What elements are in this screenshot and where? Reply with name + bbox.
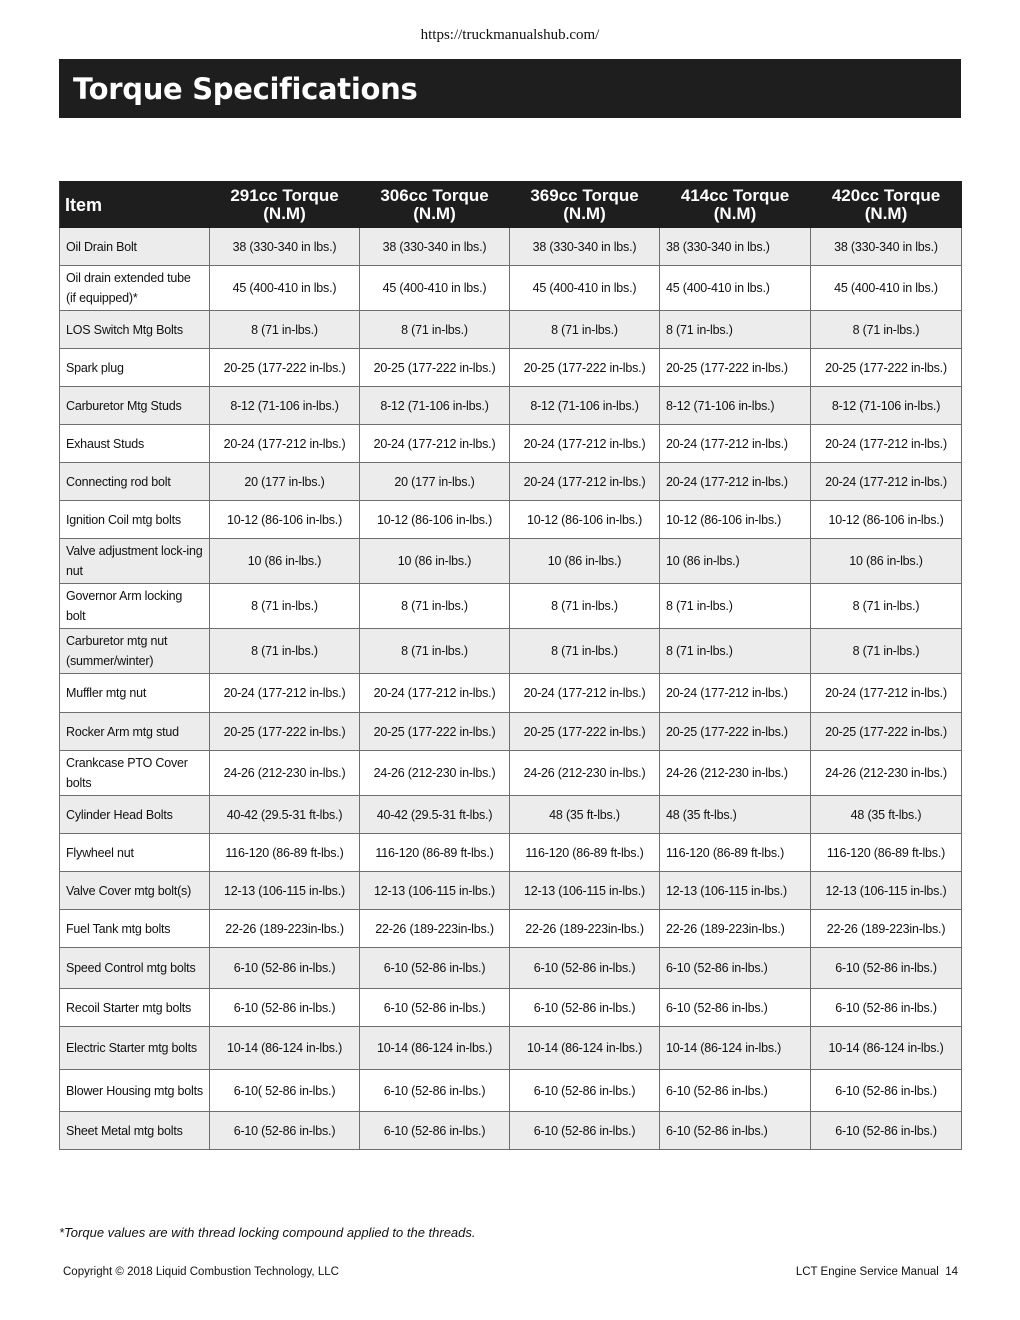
torque-value-291cc: 6-10 (52-86 in-lbs.) [210,1112,360,1150]
torque-value-420cc: 6-10 (52-86 in-lbs.) [811,1070,962,1112]
torque-value-291cc: 12-13 (106-115 in-lbs.) [210,872,360,910]
table-row [60,463,962,501]
torque-value-414cc: 10-12 (86-106 in-lbs.) [660,501,811,539]
torque-value-420cc: 20-25 (177-222 in-lbs.) [811,349,962,387]
torque-value-414cc: 20-25 (177-222 in-lbs.) [660,349,811,387]
torque-value-291cc: 6-10 (52-86 in-lbs.) [210,948,360,989]
source-url: https://truckmanualshub.com/ [420,27,600,43]
torque-value-291cc: 6-10( 52-86 in-lbs.) [210,1070,360,1112]
table-body [60,228,962,1150]
torque-value-369cc: 48 (35 ft-lbs.) [510,796,660,834]
table-row [60,311,962,349]
torque-value-420cc: 22-26 (189-223in-lbs.) [811,910,962,948]
torque-value-420cc: 10-14 (86-124 in-lbs.) [811,1027,962,1070]
torque-value-291cc: 20-25 (177-222 in-lbs.) [210,713,360,751]
header-row [60,182,962,228]
table-row [60,228,962,266]
manual-page-label: LCT Engine Service Manual 14 [795,1266,958,1278]
torque-value-420cc: 6-10 (52-86 in-lbs.) [811,989,962,1027]
row-item-name: Cylinder Head Bolts [60,796,210,834]
torque-value-369cc: 10-14 (86-124 in-lbs.) [510,1027,660,1070]
torque-value-369cc: 8 (71 in-lbs.) [510,584,660,629]
header-unit: (N.M) [713,203,757,223]
torque-value-414cc: 45 (400-410 in lbs.) [660,266,811,311]
row-item-name: Electric Starter mtg bolts [60,1027,210,1070]
torque-value-420cc: 20-25 (177-222 in-lbs.) [811,713,962,751]
torque-value-291cc: 22-26 (189-223in-lbs.) [210,910,360,948]
torque-value-306cc: 8 (71 in-lbs.) [360,584,510,629]
torque-value-291cc: 10-14 (86-124 in-lbs.) [210,1027,360,1070]
torque-value-291cc: 6-10 (52-86 in-lbs.) [210,989,360,1027]
torque-value-369cc: 20-24 (177-212 in-lbs.) [510,463,660,501]
torque-value-414cc: 22-26 (189-223in-lbs.) [660,910,811,948]
torque-value-369cc: 6-10 (52-86 in-lbs.) [510,948,660,989]
table-row [60,539,962,584]
row-item-name: Governor Arm locking bolt [60,584,210,629]
torque-value-420cc: 12-13 (106-115 in-lbs.) [811,872,962,910]
row-item-name: Recoil Starter mtg bolts [60,989,210,1027]
header-unit: (N.M) [413,203,456,223]
table-row [60,989,962,1027]
torque-value-291cc: 20-25 (177-222 in-lbs.) [210,349,360,387]
row-item-name: Sheet Metal mtg bolts [60,1112,210,1150]
torque-value-414cc: 6-10 (52-86 in-lbs.) [660,948,811,989]
row-item-name: Oil Drain Bolt [60,228,210,266]
torque-value-306cc: 6-10 (52-86 in-lbs.) [360,948,510,989]
torque-value-306cc: 22-26 (189-223in-lbs.) [360,910,510,948]
torque-value-369cc: 8 (71 in-lbs.) [510,629,660,674]
torque-value-369cc: 8 (71 in-lbs.) [510,311,660,349]
torque-value-414cc: 48 (35 ft-lbs.) [660,796,811,834]
row-item-name: Connecting rod bolt [60,463,210,501]
table-row [60,387,962,425]
torque-value-291cc: 8 (71 in-lbs.) [210,311,360,349]
torque-value-306cc: 6-10 (52-86 in-lbs.) [360,1070,510,1112]
copyright-text: Copyright © 2018 Liquid Combustion Technology, LLC [63,1266,339,1278]
row-item-name: Exhaust Studs [60,425,210,463]
footnote: *Torque values are with thread locking compound applied to the threads. [59,1225,476,1240]
torque-value-306cc: 8 (71 in-lbs.) [360,311,510,349]
row-item-name: Blower Housing mtg bolts [60,1070,210,1112]
torque-value-306cc: 40-42 (29.5-31 ft-lbs.) [360,796,510,834]
table-row [60,1070,962,1112]
header-label: 414cc Torque [680,185,790,205]
row-item-name: Oil drain extended tube (if equipped)* [60,266,210,311]
torque-value-369cc: 20-24 (177-212 in-lbs.) [510,425,660,463]
torque-value-420cc: 20-24 (177-212 in-lbs.) [811,425,962,463]
page-title: Torque Specifications [73,71,418,106]
torque-value-291cc: 10-12 (86-106 in-lbs.) [210,501,360,539]
header-label: 291cc Torque [230,185,339,205]
torque-value-414cc: 6-10 (52-86 in-lbs.) [660,1112,811,1150]
torque-value-420cc: 8 (71 in-lbs.) [811,584,962,629]
table-row [60,796,962,834]
header-414cc [660,182,811,228]
torque-value-420cc: 6-10 (52-86 in-lbs.) [811,1112,962,1150]
torque-value-369cc: 6-10 (52-86 in-lbs.) [510,1112,660,1150]
header-label: 420cc Torque [831,185,941,205]
torque-table [59,181,962,1150]
torque-value-414cc: 20-24 (177-212 in-lbs.) [660,463,811,501]
torque-value-414cc: 10 (86 in-lbs.) [660,539,811,584]
row-item-name: Muffler mtg nut [60,674,210,713]
header-unit: (N.M) [864,203,908,223]
table-row [60,629,962,674]
torque-value-414cc: 20-25 (177-222 in-lbs.) [660,713,811,751]
torque-value-306cc: 8 (71 in-lbs.) [360,629,510,674]
row-item-name: Carburetor mtg nut (summer/winter) [60,629,210,674]
torque-value-414cc: 20-24 (177-212 in-lbs.) [660,425,811,463]
torque-value-414cc: 12-13 (106-115 in-lbs.) [660,872,811,910]
table-row [60,713,962,751]
torque-value-414cc: 10-14 (86-124 in-lbs.) [660,1027,811,1070]
torque-value-414cc: 38 (330-340 in lbs.) [660,228,811,266]
torque-value-291cc: 38 (330-340 in lbs.) [210,228,360,266]
torque-value-291cc: 20-24 (177-212 in-lbs.) [210,425,360,463]
torque-value-306cc: 45 (400-410 in lbs.) [360,266,510,311]
torque-value-291cc: 20-24 (177-212 in-lbs.) [210,674,360,713]
torque-value-420cc: 10 (86 in-lbs.) [811,539,962,584]
row-item-name: Carburetor Mtg Studs [60,387,210,425]
table-header [60,182,962,228]
torque-value-306cc: 24-26 (212-230 in-lbs.) [360,751,510,796]
torque-value-369cc: 6-10 (52-86 in-lbs.) [510,989,660,1027]
header-369cc [510,182,660,228]
torque-value-420cc: 24-26 (212-230 in-lbs.) [811,751,962,796]
torque-value-420cc: 20-24 (177-212 in-lbs.) [811,674,962,713]
row-item-name: Speed Control mtg bolts [60,948,210,989]
header-item [60,182,210,228]
table-row [60,674,962,713]
torque-value-291cc: 116-120 (86-89 ft-lbs.) [210,834,360,872]
torque-value-306cc: 20-25 (177-222 in-lbs.) [360,349,510,387]
torque-value-306cc: 8-12 (71-106 in-lbs.) [360,387,510,425]
torque-value-306cc: 116-120 (86-89 ft-lbs.) [360,834,510,872]
torque-value-306cc: 10-12 (86-106 in-lbs.) [360,501,510,539]
table-row [60,948,962,989]
torque-value-414cc: 6-10 (52-86 in-lbs.) [660,1070,811,1112]
torque-value-414cc: 8 (71 in-lbs.) [660,584,811,629]
torque-value-414cc: 8-12 (71-106 in-lbs.) [660,387,811,425]
torque-value-291cc: 20 (177 in-lbs.) [210,463,360,501]
table-row [60,349,962,387]
torque-value-306cc: 20-24 (177-212 in-lbs.) [360,425,510,463]
row-item-name: Valve adjustment lock-ing nut [60,539,210,584]
torque-value-369cc: 38 (330-340 in lbs.) [510,228,660,266]
torque-value-369cc: 6-10 (52-86 in-lbs.) [510,1070,660,1112]
torque-value-369cc: 10-12 (86-106 in-lbs.) [510,501,660,539]
row-item-name: Valve Cover mtg bolt(s) [60,872,210,910]
table-row [60,1112,962,1150]
table-row [60,501,962,539]
torque-value-291cc: 10 (86 in-lbs.) [210,539,360,584]
row-item-name: Rocker Arm mtg stud [60,713,210,751]
header-306cc [360,182,510,228]
header-291cc [210,182,360,228]
torque-value-369cc: 45 (400-410 in lbs.) [510,266,660,311]
torque-value-420cc: 38 (330-340 in lbs.) [811,228,962,266]
torque-value-369cc: 20-25 (177-222 in-lbs.) [510,349,660,387]
torque-value-291cc: 24-26 (212-230 in-lbs.) [210,751,360,796]
torque-value-291cc: 45 (400-410 in lbs.) [210,266,360,311]
header-420cc [811,182,962,228]
table-row [60,1027,962,1070]
title-bar [59,59,961,118]
torque-value-420cc: 10-12 (86-106 in-lbs.) [811,501,962,539]
torque-value-414cc: 6-10 (52-86 in-lbs.) [660,989,811,1027]
torque-value-306cc: 38 (330-340 in lbs.) [360,228,510,266]
torque-value-291cc: 40-42 (29.5-31 ft-lbs.) [210,796,360,834]
row-item-name: Flywheel nut [60,834,210,872]
header-label: 369cc Torque [530,185,639,205]
torque-value-414cc: 20-24 (177-212 in-lbs.) [660,674,811,713]
header-label: Item [65,194,103,215]
table-row [60,425,962,463]
torque-value-291cc: 8 (71 in-lbs.) [210,629,360,674]
header-label: 306cc Torque [380,185,489,205]
table-row [60,266,962,311]
torque-value-420cc: 116-120 (86-89 ft-lbs.) [811,834,962,872]
torque-value-369cc: 22-26 (189-223in-lbs.) [510,910,660,948]
header-unit: (N.M) [263,203,306,223]
table-row [60,910,962,948]
torque-value-306cc: 10-14 (86-124 in-lbs.) [360,1027,510,1070]
torque-value-414cc: 24-26 (212-230 in-lbs.) [660,751,811,796]
torque-value-306cc: 20 (177 in-lbs.) [360,463,510,501]
torque-value-291cc: 8 (71 in-lbs.) [210,584,360,629]
torque-value-420cc: 8-12 (71-106 in-lbs.) [811,387,962,425]
torque-value-369cc: 116-120 (86-89 ft-lbs.) [510,834,660,872]
table-row [60,872,962,910]
row-item-name: Fuel Tank mtg bolts [60,910,210,948]
torque-value-306cc: 20-24 (177-212 in-lbs.) [360,674,510,713]
torque-value-420cc: 48 (35 ft-lbs.) [811,796,962,834]
torque-value-420cc: 8 (71 in-lbs.) [811,311,962,349]
torque-value-414cc: 8 (71 in-lbs.) [660,311,811,349]
header-unit: (N.M) [563,203,606,223]
torque-value-420cc: 8 (71 in-lbs.) [811,629,962,674]
torque-value-306cc: 6-10 (52-86 in-lbs.) [360,989,510,1027]
torque-value-369cc: 8-12 (71-106 in-lbs.) [510,387,660,425]
torque-value-369cc: 24-26 (212-230 in-lbs.) [510,751,660,796]
torque-value-306cc: 20-25 (177-222 in-lbs.) [360,713,510,751]
row-item-name: Ignition Coil mtg bolts [60,501,210,539]
torque-value-420cc: 45 (400-410 in lbs.) [811,266,962,311]
table-row [60,584,962,629]
torque-value-420cc: 6-10 (52-86 in-lbs.) [811,948,962,989]
row-item-name: Spark plug [60,349,210,387]
torque-value-306cc: 6-10 (52-86 in-lbs.) [360,1112,510,1150]
torque-value-420cc: 20-24 (177-212 in-lbs.) [811,463,962,501]
torque-value-414cc: 8 (71 in-lbs.) [660,629,811,674]
table-row [60,834,962,872]
torque-value-369cc: 10 (86 in-lbs.) [510,539,660,584]
torque-value-414cc: 116-120 (86-89 ft-lbs.) [660,834,811,872]
table-row [60,751,962,796]
torque-value-306cc: 10 (86 in-lbs.) [360,539,510,584]
torque-value-291cc: 8-12 (71-106 in-lbs.) [210,387,360,425]
row-item-name: LOS Switch Mtg Bolts [60,311,210,349]
torque-value-369cc: 20-24 (177-212 in-lbs.) [510,674,660,713]
row-item-name: Crankcase PTO Cover bolts [60,751,210,796]
torque-value-369cc: 20-25 (177-222 in-lbs.) [510,713,660,751]
torque-value-306cc: 12-13 (106-115 in-lbs.) [360,872,510,910]
torque-value-369cc: 12-13 (106-115 in-lbs.) [510,872,660,910]
